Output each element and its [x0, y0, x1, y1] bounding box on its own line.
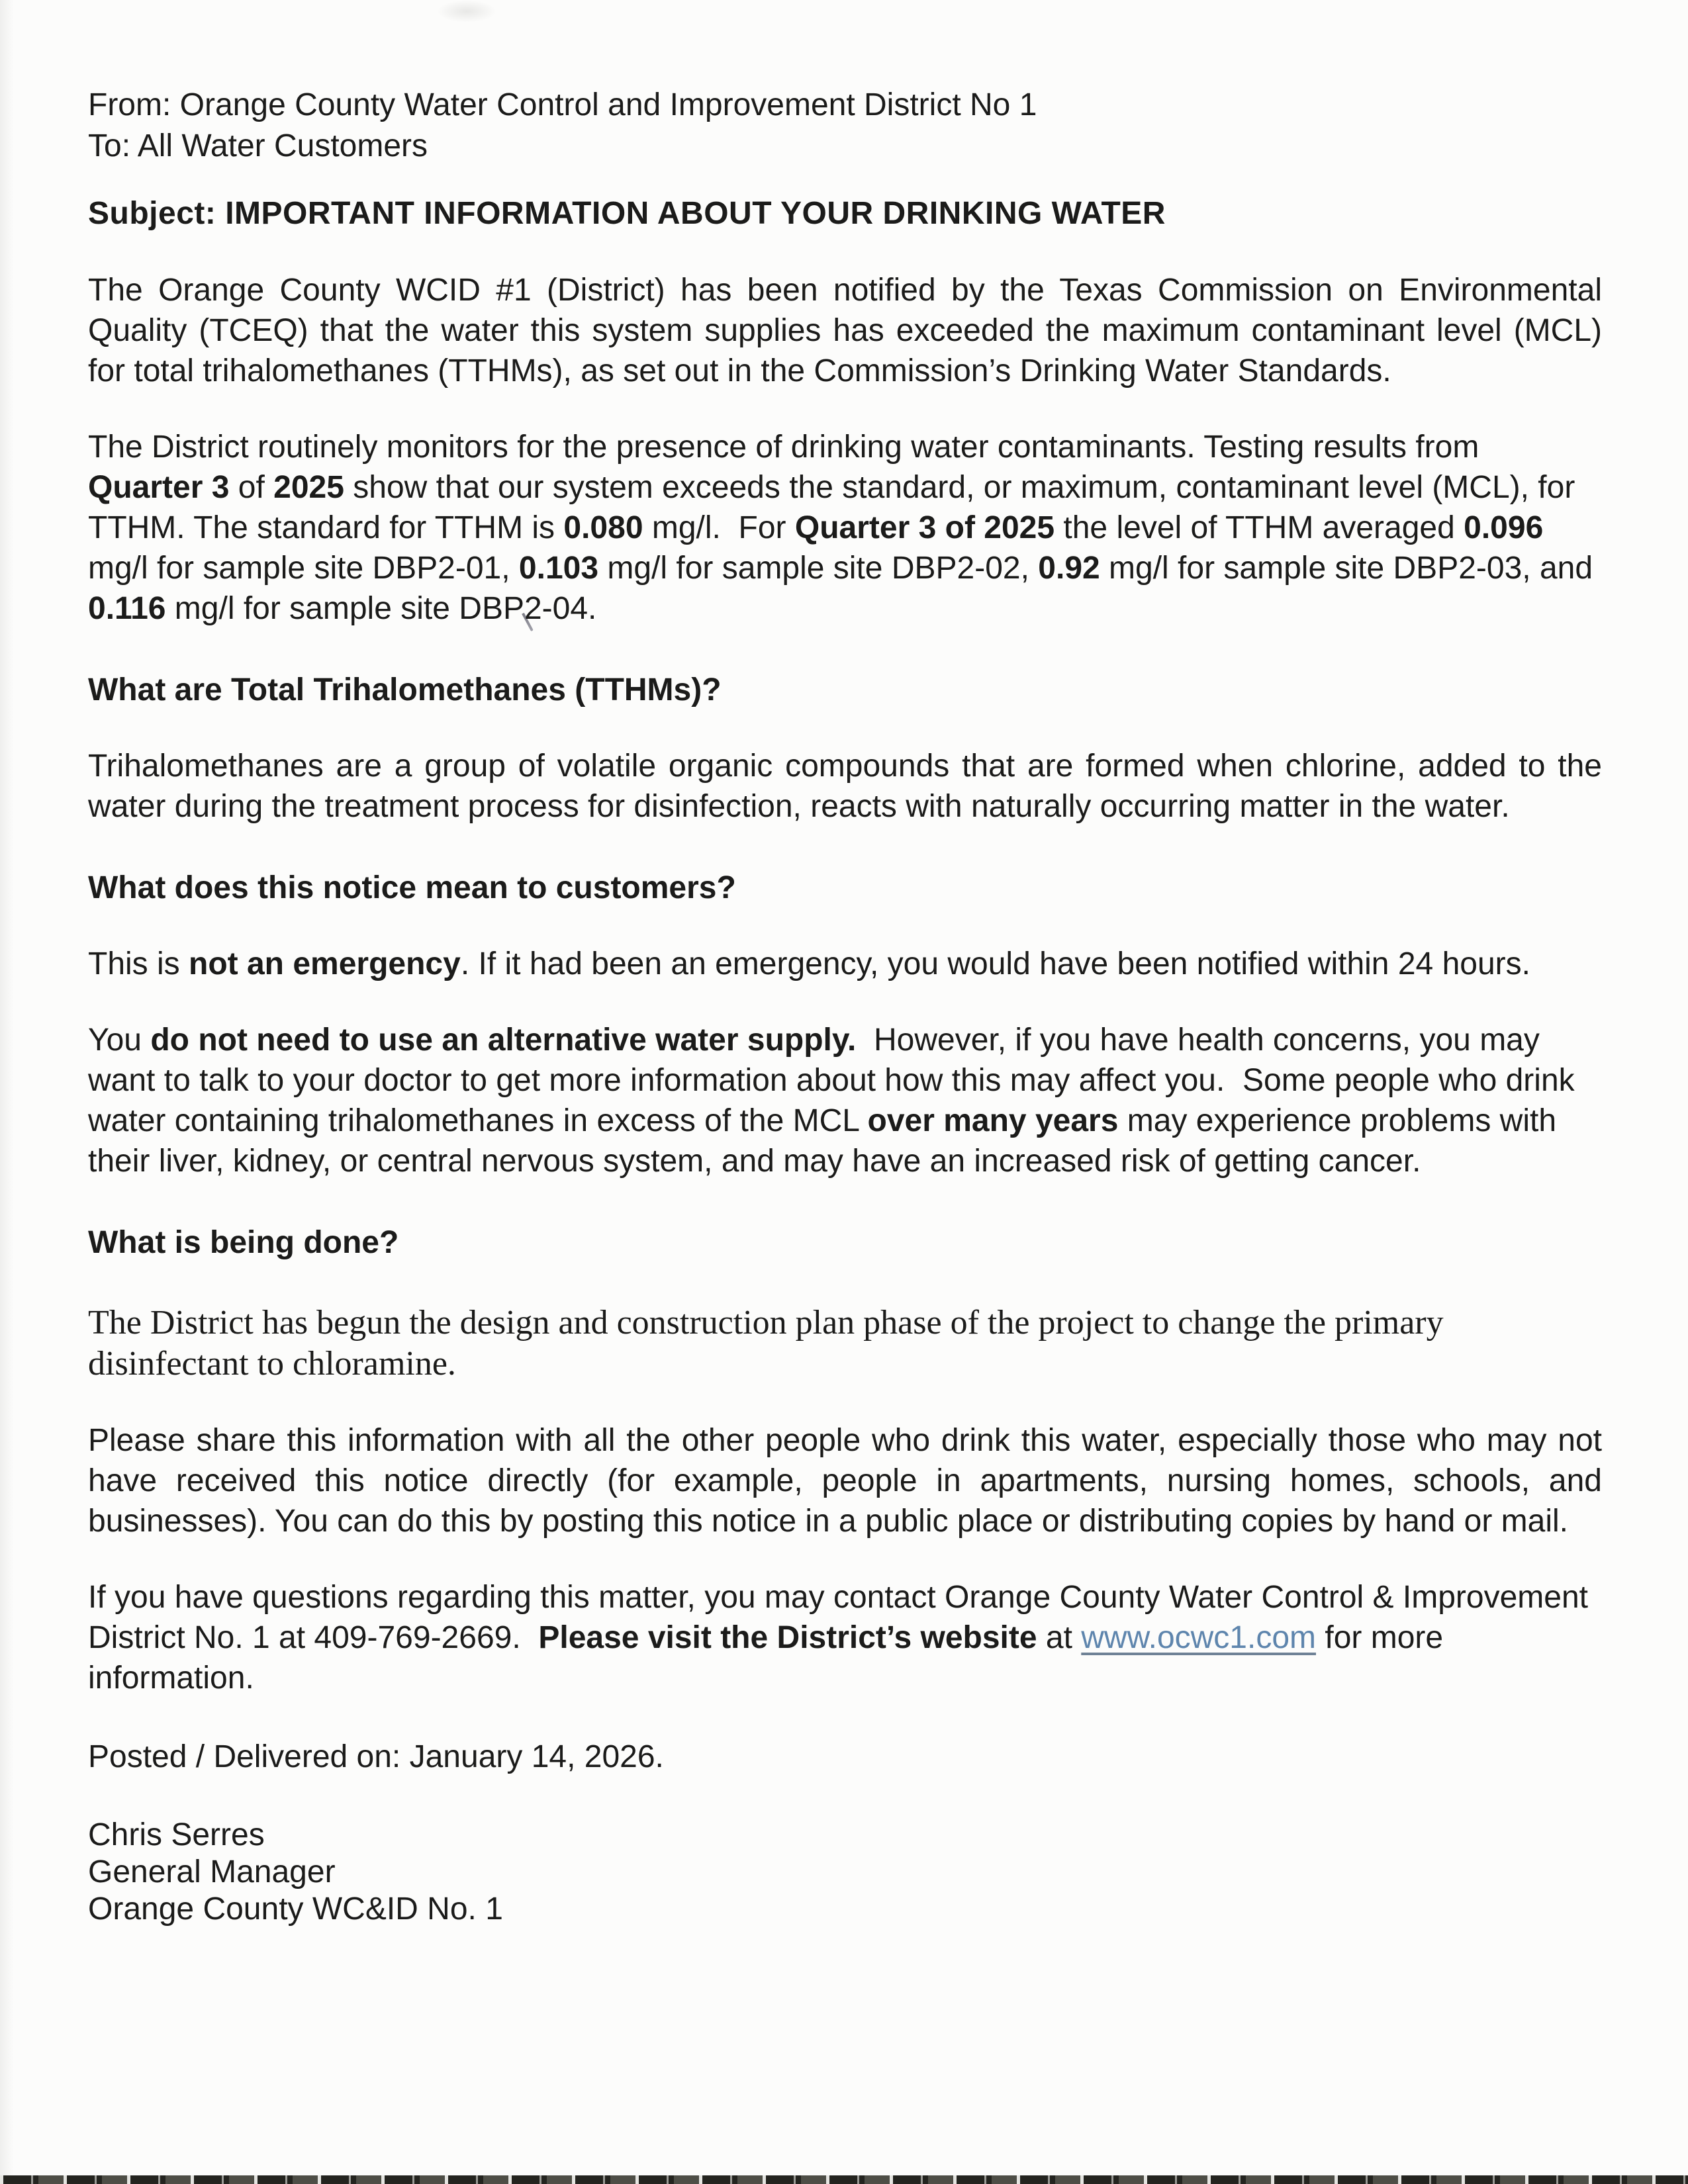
subject-line: Subject: IMPORTANT INFORMATION ABOUT YOUR DRINKING WATER	[88, 196, 1166, 231]
intro-paragraph: The Orange County WCID #1 (District) has been notified by the Texas Commission on Environmental Quality (TCEQ) that the water this system supplies has exceeded the maximum contaminant level (MCL) for total trihalomethanes (TTHMs), as set out in the Commission’s Drinking Water Standards.	[88, 273, 1602, 388]
website-link[interactable]: www.ocwc1.com	[1081, 1620, 1317, 1655]
emergency-paragraph: This is not an emergency. If it had been an emergency, you would have been notified within 24 hours.	[88, 946, 1530, 981]
signature-block	[88, 1817, 1602, 1928]
being-done-paragraph: The District has begun the design and construction plan phase of the project to change the primary disinfectant to chloramine.	[88, 1304, 1444, 1383]
signature-name: Chris Serres	[88, 1817, 265, 1852]
from-line: From: Orange County Water Control and Improvement District No 1	[88, 87, 1037, 122]
scan-artifact-bottom-edge	[0, 2175, 1688, 2184]
questions-paragraph: If you have questions regarding this matter, you may contact Orange County Water Control & Improvement District No. 1 at 409-769-2669. Please visit the District’s website at www.ocwc1.com for more information.	[88, 1580, 1588, 1696]
tthm-heading: What are Total Trihalomethanes (TTHMs)?	[88, 672, 722, 707]
alternative-supply-paragraph: You do not need to use an alternative water supply. However, if you have health concerns, you may want to talk to your doctor to get more information about how this may affect you. Some people who drink water containing trihalomethanes in excess of the MCL over many years may experience problems with their liver, kidney, or central nervous system, and may have an increased risk of getting cancer.	[88, 1023, 1575, 1179]
to-line: To: All Water Customers	[88, 128, 428, 163]
results-paragraph: The District routinely monitors for the presence of drinking water contaminants. Testing results from Quarter 3 of 2025 show that our system exceeds the standard, or maximum, contaminant level (MCL), for TTHM. The standard for TTHM is 0.080 mg/l. For Quarter 3 of 2025 the level of TTHM averaged 0.096 mg/l for sample site DBP2-01, 0.103 mg/l for sample site DBP2-02, 0.92 mg/l for sample site DBP2-03, and 0.116 mg/l for sample site DBP2-04.	[88, 430, 1593, 626]
scan-artifact-left-shade	[0, 0, 17, 2184]
share-paragraph: Please share this information with all the other people who drink this water, especially those who may not have received this notice directly (for example, people in apartments, nursing homes, schools, and businesses). You can do this by posting this notice in a public place or distributing copies by hand or mail.	[88, 1423, 1602, 1539]
scan-artifact-top-smudge	[437, 0, 496, 23]
posted-delivered-line: Posted / Delivered on: January 14, 2026.	[88, 1739, 664, 1774]
letter-body	[88, 85, 1602, 1928]
signature-title: General Manager	[88, 1854, 336, 1889]
being-done-heading: What is being done?	[88, 1225, 399, 1260]
notice-heading: What does this notice mean to customers?	[88, 870, 736, 905]
signature-org: Orange County WC&ID No. 1	[88, 1891, 503, 1927]
tthm-paragraph: Trihalomethanes are a group of volatile organic compounds that are formed when chlorine, added to the water during the treatment process for disinfection, reacts with naturally occurring matter in the water.	[88, 749, 1602, 824]
